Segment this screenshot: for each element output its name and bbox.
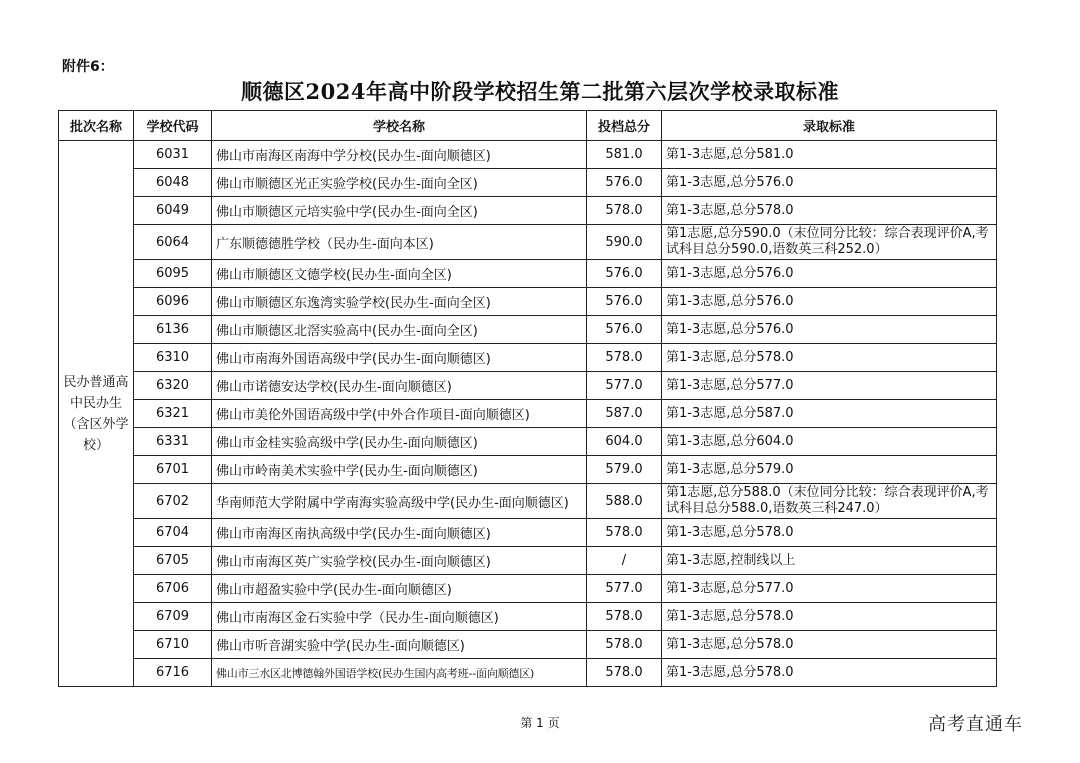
table-row: [59, 225, 997, 260]
school-name-cell: 佛山市顺德区光正实验学校(民办生-面向全区): [212, 169, 587, 197]
admission-standard-cell: 第1-3志愿,总分576.0: [662, 260, 997, 288]
table-row: [59, 631, 997, 659]
table-header-row: [59, 111, 997, 141]
admission-standard-cell: 第1-3志愿,总分578.0: [662, 197, 997, 225]
table-row: [59, 197, 997, 225]
header-standard: 录取标准: [662, 111, 997, 141]
table-row: [59, 428, 997, 456]
admission-standard-cell: 第1-3志愿,总分576.0: [662, 316, 997, 344]
table-row: [59, 547, 997, 575]
school-name-cell: 佛山市美伦外国语高级中学(中外合作项目-面向顺德区): [212, 400, 587, 428]
school-code-cell: 6031: [134, 141, 212, 169]
admission-table: [58, 110, 997, 687]
school-code-cell: 6310: [134, 344, 212, 372]
total-score-cell: 578.0: [587, 519, 662, 547]
school-name-cell: 佛山市诺德安达学校(民办生-面向顺德区): [212, 372, 587, 400]
header-code: 学校代码: [134, 111, 212, 141]
school-name-cell: 佛山市南海区南执高级中学(民办生-面向顺德区): [212, 519, 587, 547]
total-score-cell: 576.0: [587, 169, 662, 197]
school-code-cell: 6096: [134, 288, 212, 316]
school-code-cell: 6710: [134, 631, 212, 659]
total-score-cell: 590.0: [587, 225, 662, 260]
total-score-cell: 588.0: [587, 484, 662, 519]
admission-standard-cell: 第1-3志愿,总分581.0: [662, 141, 997, 169]
admission-standard-cell: 第1-3志愿,总分578.0: [662, 631, 997, 659]
school-code-cell: 6702: [134, 484, 212, 519]
total-score-cell: 578.0: [587, 659, 662, 687]
admission-standard-cell: 第1志愿,总分590.0（末位同分比较：综合表现评价A,考试科目总分590.0,语数英三科252.0）: [662, 225, 997, 260]
total-score-cell: 578.0: [587, 197, 662, 225]
total-score-cell: /: [587, 547, 662, 575]
school-code-cell: 6321: [134, 400, 212, 428]
total-score-cell: 576.0: [587, 288, 662, 316]
watermark: 高考直通车: [928, 714, 1023, 735]
school-name-cell: 佛山市南海区英广实验学校(民办生-面向顺德区): [212, 547, 587, 575]
school-name-cell: 华南师范大学附属中学南海实验高级中学(民办生-面向顺德区): [212, 484, 587, 519]
admission-standard-cell: 第1-3志愿,总分578.0: [662, 603, 997, 631]
school-name-cell: 佛山市岭南美术实验中学(民办生-面向顺德区): [212, 456, 587, 484]
school-name-cell: 佛山市南海区南海中学分校(民办生-面向顺德区): [212, 141, 587, 169]
admission-standard-cell: 第1-3志愿,总分576.0: [662, 288, 997, 316]
school-name-cell: 佛山市南海外国语高级中学(民办生-面向顺德区): [212, 344, 587, 372]
school-code-cell: 6705: [134, 547, 212, 575]
table-row: [59, 519, 997, 547]
school-code-cell: 6331: [134, 428, 212, 456]
table-row: [59, 400, 997, 428]
admission-standard-cell: 第1-3志愿,总分578.0: [662, 344, 997, 372]
admission-standard-cell: 第1-3志愿,总分579.0: [662, 456, 997, 484]
total-score-cell: 604.0: [587, 428, 662, 456]
school-name-cell: 佛山市顺德区北滘实验高中(民办生-面向全区): [212, 316, 587, 344]
school-name-cell: 广东顺德德胜学校（民办生-面向本区): [212, 225, 587, 260]
total-score-cell: 579.0: [587, 456, 662, 484]
admission-standard-cell: 第1-3志愿,总分587.0: [662, 400, 997, 428]
school-code-cell: 6049: [134, 197, 212, 225]
table-row: [59, 456, 997, 484]
school-code-cell: 6064: [134, 225, 212, 260]
admission-standard-cell: 第1-3志愿,总分576.0: [662, 169, 997, 197]
school-name-cell: 佛山市南海区金石实验中学（民办生-面向顺德区): [212, 603, 587, 631]
school-name-cell: 佛山市顺德区元培实验中学(民办生-面向全区): [212, 197, 587, 225]
table-row: [59, 316, 997, 344]
table-row: [59, 575, 997, 603]
table-row: [59, 344, 997, 372]
table-row: [59, 141, 997, 169]
table-row: [59, 603, 997, 631]
school-code-cell: 6704: [134, 519, 212, 547]
school-name-cell: 佛山市超盈实验中学(民办生-面向顺德区): [212, 575, 587, 603]
total-score-cell: 581.0: [587, 141, 662, 169]
total-score-cell: 578.0: [587, 603, 662, 631]
school-code-cell: 6706: [134, 575, 212, 603]
table-row: [59, 260, 997, 288]
total-score-cell: 576.0: [587, 260, 662, 288]
total-score-cell: 587.0: [587, 400, 662, 428]
table-row: [59, 288, 997, 316]
admission-standard-cell: 第1-3志愿,总分604.0: [662, 428, 997, 456]
table-body: [59, 141, 997, 687]
total-score-cell: 576.0: [587, 316, 662, 344]
header-name: 学校名称: [212, 111, 587, 141]
table-row: [59, 484, 997, 519]
table-row: [59, 169, 997, 197]
school-name-cell: 佛山市听音湖实验中学(民办生-面向顺德区): [212, 631, 587, 659]
batch-name-cell: 民办普通高中民办生（含区外学校）: [59, 141, 134, 687]
page-number: 第 1 页: [520, 716, 560, 730]
school-code-cell: 6048: [134, 169, 212, 197]
admission-standard-cell: 第1-3志愿,总分578.0: [662, 659, 997, 687]
school-name-cell: 佛山市顺德区文德学校(民办生-面向全区): [212, 260, 587, 288]
school-code-cell: 6701: [134, 456, 212, 484]
school-code-cell: 6709: [134, 603, 212, 631]
total-score-cell: 577.0: [587, 575, 662, 603]
school-name-cell: 佛山市三水区北博德翰外国语学校(民办生国内高考班--面向顺德区): [212, 659, 587, 687]
admission-standard-cell: 第1-3志愿,控制线以上: [662, 547, 997, 575]
total-score-cell: 578.0: [587, 344, 662, 372]
table-row: [59, 659, 997, 687]
school-code-cell: 6320: [134, 372, 212, 400]
attachment-label: 附件6：: [62, 59, 114, 75]
total-score-cell: 578.0: [587, 631, 662, 659]
school-name-cell: 佛山市顺德区东逸湾实验学校(民办生-面向全区): [212, 288, 587, 316]
school-code-cell: 6716: [134, 659, 212, 687]
admission-standard-cell: 第1-3志愿,总分578.0: [662, 519, 997, 547]
admission-standard-cell: 第1-3志愿,总分577.0: [662, 372, 997, 400]
header-batch: 批次名称: [59, 111, 134, 141]
school-name-cell: 佛山市金桂实验高级中学(民办生-面向顺德区): [212, 428, 587, 456]
admission-standard-cell: 第1志愿,总分588.0（末位同分比较：综合表现评价A,考试科目总分588.0,语数英三科247.0）: [662, 484, 997, 519]
document-title: 顺德区2024年高中阶段学校招生第二批第六层次学校录取标准: [241, 79, 839, 104]
total-score-cell: 577.0: [587, 372, 662, 400]
admission-standard-cell: 第1-3志愿,总分577.0: [662, 575, 997, 603]
school-code-cell: 6136: [134, 316, 212, 344]
school-code-cell: 6095: [134, 260, 212, 288]
table-row: [59, 372, 997, 400]
header-score: 投档总分: [587, 111, 662, 141]
